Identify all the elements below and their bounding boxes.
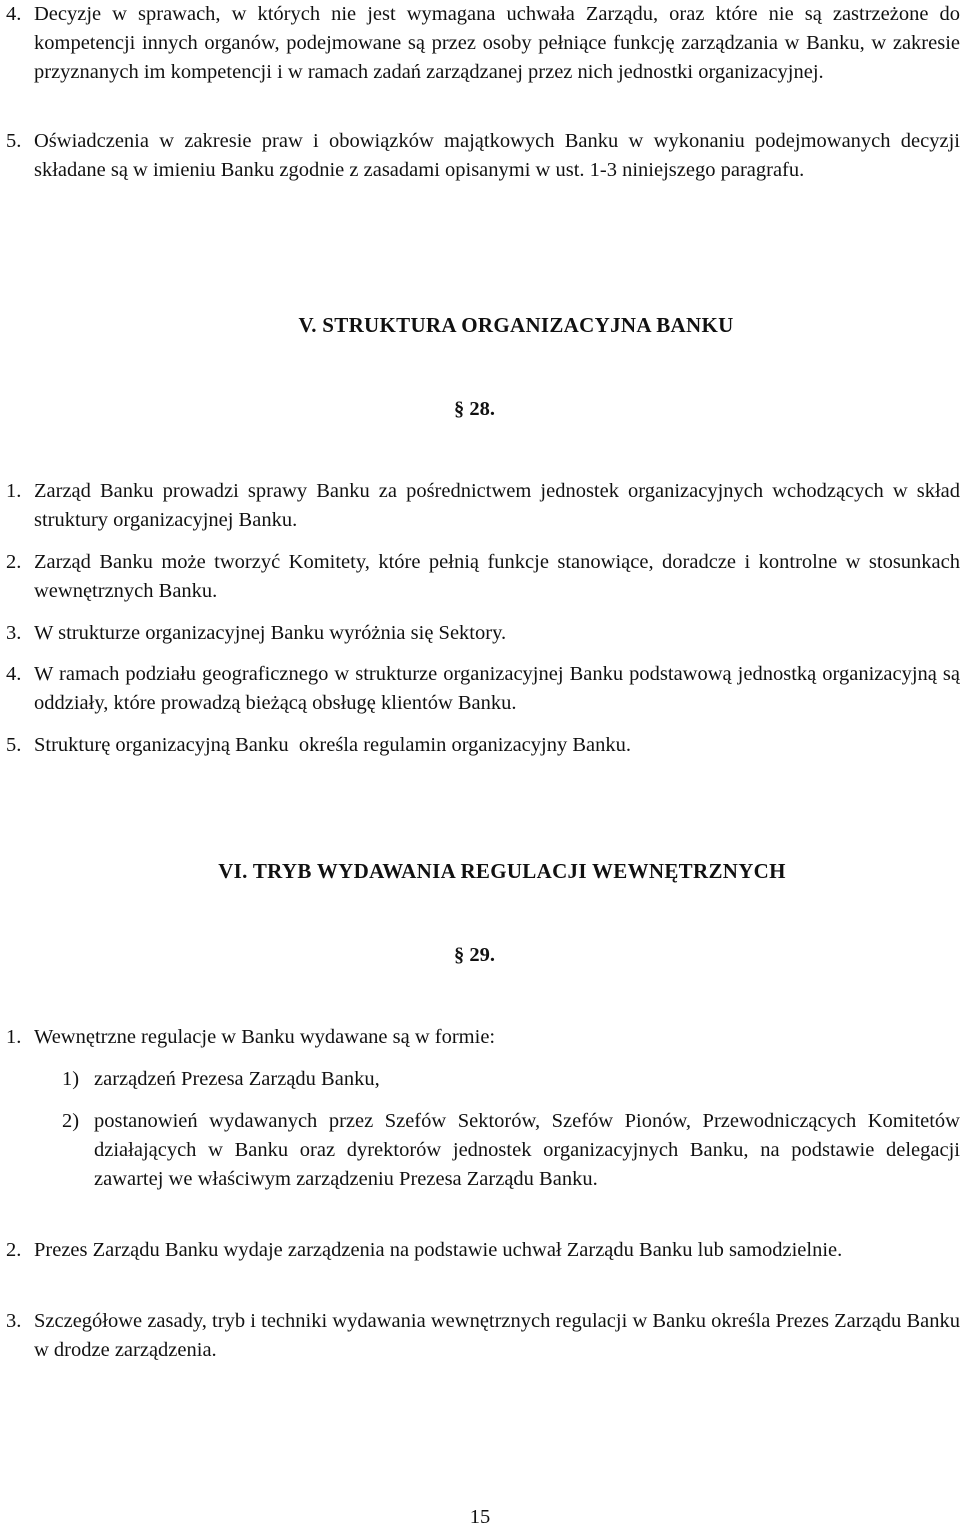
section-v-item-4	[6, 660, 960, 718]
section-v-item-2	[6, 548, 960, 606]
section-vi-item-1	[6, 1023, 960, 1052]
section-heading-vi: VI. TRYB WYDAWANIA REGULACJI WEWNĘTRZNYCH	[218, 859, 786, 883]
section-vi-item-3	[6, 1307, 960, 1365]
section-vi-subitem-1	[62, 1065, 960, 1094]
subitem-number: 1)	[62, 1068, 80, 1090]
item-number: 3.	[6, 622, 22, 644]
section-v-item-1	[6, 477, 960, 535]
intro-item-5	[6, 127, 960, 185]
section-vi-item-2	[6, 1236, 960, 1265]
paragraph-number-28: § 28.	[454, 398, 495, 420]
item-text: Szczegółowe zasady, tryb i techniki wydawania wewnętrznych regulacji w Banku określa Prezes Zarządu Banku w drodze zarządzenia.	[34, 1310, 960, 1361]
subitem-text: zarządzeń Prezesa Zarządu Banku,	[94, 1068, 380, 1090]
item-number: 2.	[6, 1239, 22, 1261]
item-text: Oświadczenia w zakresie praw i obowiązków majątkowych Banku w wykonaniu podejmowanych decyzji składane są w imieniu Banku zgodnie z zasadami opisanymi w ust. 1-3 niniejszego paragrafu.	[34, 130, 960, 181]
subitem-number: 2)	[62, 1110, 80, 1132]
item-text: W ramach podziału geograficznego w strukturze organizacyjnej Banku podstawową jednostką organizacyjną są oddziały, które prowadzą bieżącą obsługę klientów Banku.	[34, 663, 960, 714]
item-text: Zarząd Banku prowadzi sprawy Banku za pośrednictwem jednostek organizacyjnych wchodzących w skład struktury organizacyjnej Banku.	[34, 480, 960, 531]
item-number: 4.	[6, 663, 22, 685]
item-text: Zarząd Banku może tworzyć Komitety, które pełnią funkcje stanowiące, doradcze i kontrolne w stosunkach wewnętrznych Banku.	[34, 551, 960, 602]
section-vi-subitem-2	[62, 1107, 960, 1194]
paragraph-number-29: § 29.	[454, 944, 495, 966]
item-text: Decyzje w sprawach, w których nie jest wymagana uchwała Zarządu, oraz które nie są zastrzeżone do kompetencji innych organów, podejmowane są przez osoby pełniące funkcję zarządzania w Banku, w zakresie przyznanych im kompetencji i w ramach zadań zarządzanej przez nich jednostki organizacyjnej.	[34, 3, 960, 83]
item-number: 5.	[6, 734, 22, 756]
page-number: 15	[469, 1506, 491, 1528]
item-text: Wewnętrzne regulacje w Banku wydawane są w formie:	[34, 1026, 496, 1048]
item-number: 3.	[6, 1310, 22, 1332]
item-text: Strukturę organizacyjną Banku określa regulamin organizacyjny Banku.	[34, 734, 631, 756]
section-v-item-3	[6, 619, 960, 648]
item-number: 4.	[6, 3, 22, 25]
intro-item-4	[6, 0, 960, 87]
item-number: 2.	[6, 551, 22, 573]
section-heading-v: V. STRUKTURA ORGANIZACYJNA BANKU	[298, 313, 734, 337]
item-text: Prezes Zarządu Banku wydaje zarządzenia na podstawie uchwał Zarządu Banku lub samodzielnie.	[34, 1239, 843, 1261]
item-number: 1.	[6, 480, 22, 502]
section-v-item-5	[6, 731, 960, 760]
item-text: W strukturze organizacyjnej Banku wyróżnia się Sektory.	[34, 622, 507, 644]
item-number: 5.	[6, 130, 22, 152]
item-number: 1.	[6, 1026, 22, 1048]
subitem-text: postanowień wydawanych przez Szefów Sektorów, Szefów Pionów, Przewodniczących Komitetów działających w Banku oraz dyrektorów jednostek organizacyjnych Banku, na podstawie delegacji zawartej we właściwym zarządzeniu Prezesa Zarządu Banku.	[94, 1110, 960, 1190]
